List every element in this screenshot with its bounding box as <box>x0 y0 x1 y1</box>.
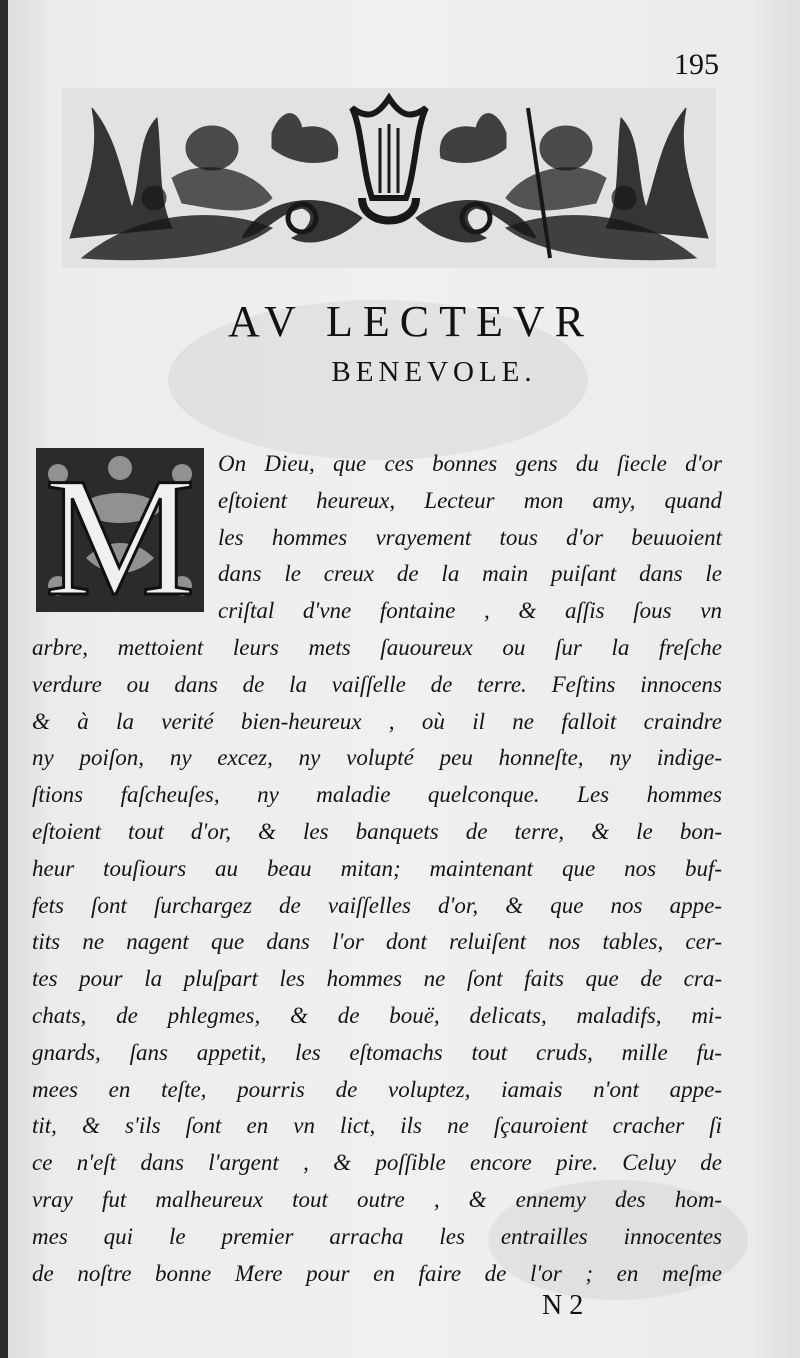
text-line: tit, & s'ils ſont en vn lict, ils ne ſçauroient cracher ſi <box>32 1113 722 1139</box>
text-line: gnards, ſans appetit, les eſtomachs tout cruds, mille fu- <box>32 1039 722 1065</box>
page-number: 195 <box>674 48 719 81</box>
text-line: On Dieu, que ces bonnes gens du ſiecle d'or <box>218 451 722 476</box>
printer-signature-mark: N 2 <box>542 1290 584 1321</box>
book-page <box>8 0 800 1358</box>
title-heading: AV LECTEVR <box>227 297 595 346</box>
text-line: fets ſont ſurchargez de vaiſſelles d'or, & que nos appe- <box>32 892 722 918</box>
text-line: mees en teſte, pourris de voluptez, iamais n'ont appe- <box>32 1076 722 1102</box>
text-line: dans le creux de la main puiſant dans le <box>218 561 722 587</box>
text-line: verdure ou dans de la vaiſſelle de terre. Feſtins innocens <box>32 671 722 697</box>
text-line: vray fut malheureux tout outre , & ennemy des hom- <box>32 1186 722 1212</box>
subtitle-heading: BENEVOLE. <box>331 356 537 388</box>
text-line: ce n'eſt dans l'argent , & poſſible encore pire. Celuy de <box>32 1150 722 1176</box>
text-line: tes pour la pluſpart les hommes ne ſont faits que de cra- <box>32 966 722 992</box>
text-line: de noſtre bonne Mere pour en faire de l'or ; en meſme <box>32 1260 722 1286</box>
text-line: & à la verité bien-heureux , où il ne falloit craindre <box>32 708 722 734</box>
text-line: ſtions faſcheuſes, ny maladie quelconque. Les hommes <box>32 782 722 808</box>
text-line: heur touſiours au beau mitan; maintenant que nos buf- <box>32 855 722 881</box>
text-line: arbre, mettoient leurs mets ſauoureux ou ſur la freſche <box>32 634 722 660</box>
text-line: chats, de phlegmes, & de bouë, delicats, maladifs, mi- <box>32 1002 722 1028</box>
text-line: les hommes vrayement tous d'or beuuoient <box>218 524 722 550</box>
ornamental-headpiece <box>62 88 716 268</box>
text-line: tits ne nagent que dans l'or dont reluiſent nos tables, cer- <box>32 929 722 955</box>
text-line: mes qui le premier arracha les entrailles innocentes <box>32 1223 722 1249</box>
text-line: criſtal d'vne fontaine , & aſſis ſous vn <box>218 598 722 624</box>
initial-letter: M <box>44 448 196 612</box>
body-text <box>32 446 722 1292</box>
text-line: ny poiſon, ny excez, ny volupté peu honneſte, ny indige- <box>32 745 722 771</box>
text-line: eſtoient tout d'or, & les banquets de terre, & le bon- <box>32 818 722 844</box>
text-line: eſtoient heureux, Lecteur mon amy, quand <box>218 487 722 513</box>
